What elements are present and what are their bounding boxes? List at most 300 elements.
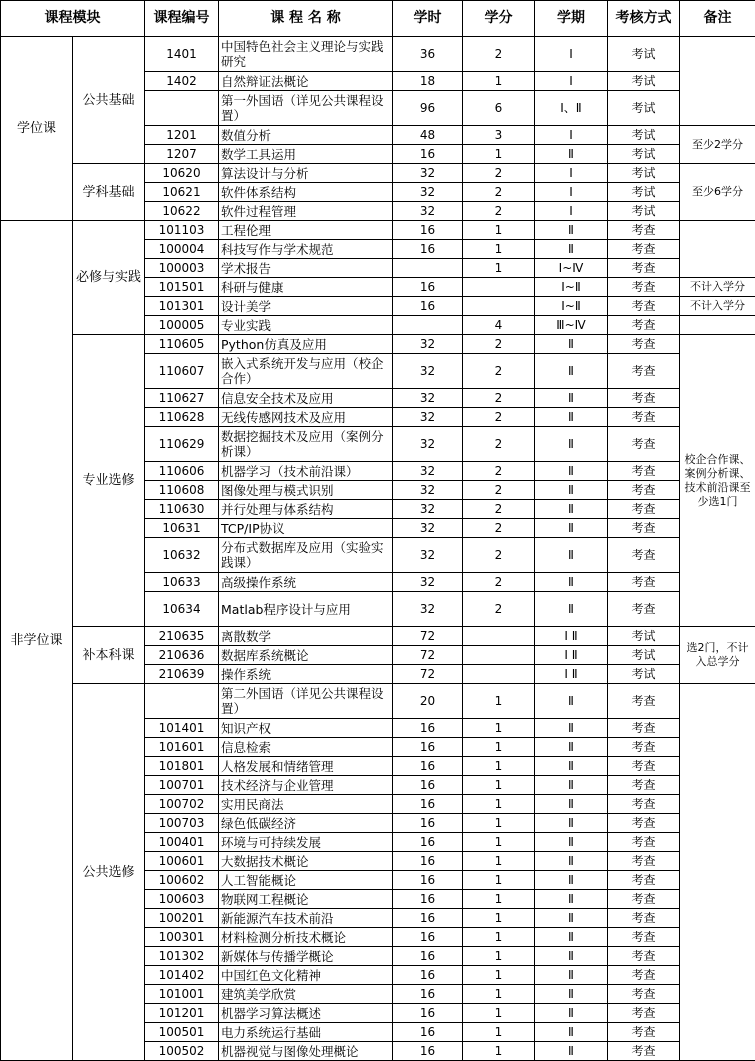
course-code: 101402 xyxy=(145,966,219,985)
course-exam: 考查 xyxy=(608,928,680,947)
course-name: Matlab程序设计与应用 xyxy=(219,592,393,627)
course-credits xyxy=(463,297,535,316)
course-credits: 2 xyxy=(463,481,535,500)
note-cell xyxy=(680,684,755,1061)
course-hours: 32 xyxy=(393,462,463,481)
course-code: 100005 xyxy=(145,316,219,335)
course-hours: 16 xyxy=(393,221,463,240)
course-code: 10631 xyxy=(145,519,219,538)
course-exam: 考查 xyxy=(608,738,680,757)
course-hours: 32 xyxy=(393,335,463,354)
course-name: 材料检测分析技术概论 xyxy=(219,928,393,947)
course-credits: 1 xyxy=(463,776,535,795)
course-name: Python仿真及应用 xyxy=(219,335,393,354)
col-header-hours: 学时 xyxy=(393,1,463,37)
course-name: 技术经济与企业管理 xyxy=(219,776,393,795)
course-name: 分布式数据库及应用（实验实践课） xyxy=(219,538,393,573)
course-name: 机器视觉与图像处理概论 xyxy=(219,1042,393,1061)
course-name: 信息检索 xyxy=(219,738,393,757)
course-name: 知识产权 xyxy=(219,719,393,738)
course-credits: 1 xyxy=(463,985,535,1004)
course-credits xyxy=(463,665,535,684)
course-credits: 2 xyxy=(463,573,535,592)
course-hours: 16 xyxy=(393,909,463,928)
course-hours: 72 xyxy=(393,646,463,665)
course-name: 操作系统 xyxy=(219,665,393,684)
course-hours: 32 xyxy=(393,427,463,462)
course-credits: 1 xyxy=(463,221,535,240)
course-name: 大数据技术概论 xyxy=(219,852,393,871)
course-exam: 考查 xyxy=(608,519,680,538)
course-code: 101103 xyxy=(145,221,219,240)
course-term: Ⅱ xyxy=(535,221,608,240)
course-exam: 考查 xyxy=(608,814,680,833)
note-cell xyxy=(680,316,755,335)
header-row xyxy=(1,1,755,37)
course-name: 绿色低碳经济 xyxy=(219,814,393,833)
course-credits: 2 xyxy=(463,408,535,427)
course-code: 210636 xyxy=(145,646,219,665)
course-hours: 32 xyxy=(393,481,463,500)
course-name: 人格发展和情绪管理 xyxy=(219,757,393,776)
course-term: Ⅱ xyxy=(535,573,608,592)
course-name: 高级操作系统 xyxy=(219,573,393,592)
course-name: 工程伦理 xyxy=(219,221,393,240)
course-hours: 16 xyxy=(393,776,463,795)
course-credits: 1 xyxy=(463,833,535,852)
course-exam: 考查 xyxy=(608,985,680,1004)
course-code: 110608 xyxy=(145,481,219,500)
course-exam: 考查 xyxy=(608,221,680,240)
course-credits: 1 xyxy=(463,259,535,278)
course-credits: 1 xyxy=(463,684,535,719)
course-term: Ⅰ xyxy=(535,164,608,183)
course-name: 第二外国语（详见公共课程设置） xyxy=(219,684,393,719)
course-exam: 考查 xyxy=(608,408,680,427)
course-hours: 16 xyxy=(393,240,463,259)
course-credits xyxy=(463,278,535,297)
course-exam: 考试 xyxy=(608,91,680,126)
course-code: 100201 xyxy=(145,909,219,928)
course-hours: 16 xyxy=(393,814,463,833)
course-code: 101501 xyxy=(145,278,219,297)
module-cell: 非学位课 xyxy=(1,221,73,1061)
course-code: 100502 xyxy=(145,1042,219,1061)
course-hours: 16 xyxy=(393,966,463,985)
course-credits: 2 xyxy=(463,37,535,72)
course-code: 10620 xyxy=(145,164,219,183)
course-hours: 32 xyxy=(393,354,463,389)
course-credits: 2 xyxy=(463,389,535,408)
course-credits: 6 xyxy=(463,91,535,126)
note-cell xyxy=(680,37,755,126)
course-hours: 16 xyxy=(393,278,463,297)
course-hours: 48 xyxy=(393,126,463,145)
table-row xyxy=(1,164,755,183)
course-credits xyxy=(463,627,535,646)
course-code: 100401 xyxy=(145,833,219,852)
submodule-cell: 专业选修 xyxy=(73,335,145,627)
course-term: Ⅰ xyxy=(535,202,608,221)
course-term: Ⅱ xyxy=(535,335,608,354)
table-row xyxy=(1,221,755,240)
course-exam: 考查 xyxy=(608,890,680,909)
course-exam: 考试 xyxy=(608,126,680,145)
course-hours: 18 xyxy=(393,72,463,91)
course-term: Ⅱ xyxy=(535,592,608,627)
course-term: Ⅱ xyxy=(535,814,608,833)
course-credits: 2 xyxy=(463,592,535,627)
course-hours: 32 xyxy=(393,183,463,202)
course-term: Ⅰ xyxy=(535,183,608,202)
course-name: 机器学习算法概述 xyxy=(219,1004,393,1023)
table-row xyxy=(1,627,755,646)
course-credits: 4 xyxy=(463,316,535,335)
course-code xyxy=(145,91,219,126)
course-hours: 20 xyxy=(393,684,463,719)
course-credits: 1 xyxy=(463,814,535,833)
course-term: Ⅱ xyxy=(535,871,608,890)
course-code: 100701 xyxy=(145,776,219,795)
submodule-cell: 公共基础 xyxy=(73,37,145,164)
course-exam: 考查 xyxy=(608,240,680,259)
course-hours: 32 xyxy=(393,164,463,183)
note-cell: 至少2学分 xyxy=(680,126,755,164)
course-code: 1207 xyxy=(145,145,219,164)
course-credits: 2 xyxy=(463,202,535,221)
course-credits: 1 xyxy=(463,909,535,928)
course-code: 100702 xyxy=(145,795,219,814)
course-hours: 16 xyxy=(393,833,463,852)
note-cell xyxy=(680,221,755,278)
course-hours xyxy=(393,259,463,278)
course-credits: 2 xyxy=(463,427,535,462)
course-exam: 考查 xyxy=(608,481,680,500)
course-code: 110628 xyxy=(145,408,219,427)
course-name: 信息安全技术及应用 xyxy=(219,389,393,408)
course-code: 10634 xyxy=(145,592,219,627)
course-term: Ⅱ xyxy=(535,427,608,462)
course-term: Ⅰ~Ⅱ xyxy=(535,297,608,316)
course-hours: 32 xyxy=(393,500,463,519)
note-cell: 不计入学分 xyxy=(680,297,755,316)
course-credits: 2 xyxy=(463,335,535,354)
course-exam: 考查 xyxy=(608,757,680,776)
course-name: 并行处理与体系结构 xyxy=(219,500,393,519)
course-name: 建筑美学欣赏 xyxy=(219,985,393,1004)
course-name: 算法设计与分析 xyxy=(219,164,393,183)
course-credits: 2 xyxy=(463,164,535,183)
course-exam: 考试 xyxy=(608,202,680,221)
course-code: 100703 xyxy=(145,814,219,833)
course-term: Ⅰ Ⅱ xyxy=(535,665,608,684)
course-code: 101801 xyxy=(145,757,219,776)
course-code: 100603 xyxy=(145,890,219,909)
course-term: Ⅱ xyxy=(535,719,608,738)
course-term: Ⅱ xyxy=(535,928,608,947)
course-name: 数值分析 xyxy=(219,126,393,145)
submodule-cell: 公共选修 xyxy=(73,684,145,1061)
course-exam: 考查 xyxy=(608,297,680,316)
course-exam: 考试 xyxy=(608,627,680,646)
course-exam: 考查 xyxy=(608,259,680,278)
course-code: 100501 xyxy=(145,1023,219,1042)
course-code: 100301 xyxy=(145,928,219,947)
course-code: 101301 xyxy=(145,297,219,316)
course-name: 电力系统运行基础 xyxy=(219,1023,393,1042)
course-term: Ⅰ、Ⅱ xyxy=(535,91,608,126)
course-hours: 16 xyxy=(393,757,463,776)
course-term: Ⅱ xyxy=(535,538,608,573)
course-term: Ⅱ xyxy=(535,776,608,795)
course-credits: 1 xyxy=(463,890,535,909)
course-code: 110606 xyxy=(145,462,219,481)
course-name: 物联网工程概论 xyxy=(219,890,393,909)
course-exam: 考查 xyxy=(608,947,680,966)
course-credits: 2 xyxy=(463,538,535,573)
course-name: 第一外国语（详见公共课程设置） xyxy=(219,91,393,126)
course-term: Ⅱ xyxy=(535,500,608,519)
course-credits: 1 xyxy=(463,966,535,985)
course-credits: 1 xyxy=(463,757,535,776)
course-term: Ⅱ xyxy=(535,890,608,909)
course-exam: 考查 xyxy=(608,427,680,462)
course-code: 110607 xyxy=(145,354,219,389)
course-term: Ⅱ xyxy=(535,519,608,538)
col-header-credits: 学分 xyxy=(463,1,535,37)
course-exam: 考查 xyxy=(608,684,680,719)
course-term: Ⅱ xyxy=(535,408,608,427)
course-exam: 考查 xyxy=(608,776,680,795)
course-term: Ⅱ xyxy=(535,145,608,164)
course-code: 210635 xyxy=(145,627,219,646)
course-name: 科研与健康 xyxy=(219,278,393,297)
course-code: 210639 xyxy=(145,665,219,684)
course-code: 101401 xyxy=(145,719,219,738)
course-exam: 考查 xyxy=(608,852,680,871)
course-hours: 16 xyxy=(393,738,463,757)
course-credits: 1 xyxy=(463,72,535,91)
table-row xyxy=(1,335,755,354)
course-name: 环境与可持续发展 xyxy=(219,833,393,852)
course-term: Ⅱ xyxy=(535,738,608,757)
course-term: Ⅰ~Ⅳ xyxy=(535,259,608,278)
course-term: Ⅱ xyxy=(535,757,608,776)
course-exam: 考查 xyxy=(608,833,680,852)
course-name: 机器学习（技术前沿课） xyxy=(219,462,393,481)
course-exam: 考查 xyxy=(608,389,680,408)
course-name: 设计美学 xyxy=(219,297,393,316)
submodule-cell: 必修与实践 xyxy=(73,221,145,335)
course-term: Ⅰ Ⅱ xyxy=(535,646,608,665)
course-term: Ⅰ Ⅱ xyxy=(535,627,608,646)
course-hours xyxy=(393,316,463,335)
course-exam: 考查 xyxy=(608,719,680,738)
course-name: 软件体系结构 xyxy=(219,183,393,202)
course-name: 专业实践 xyxy=(219,316,393,335)
course-exam: 考查 xyxy=(608,871,680,890)
course-exam: 考查 xyxy=(608,966,680,985)
course-term: Ⅱ xyxy=(535,462,608,481)
submodule-cell: 学科基础 xyxy=(73,164,145,221)
course-hours: 32 xyxy=(393,202,463,221)
course-credits: 2 xyxy=(463,519,535,538)
course-hours: 36 xyxy=(393,37,463,72)
course-name: 软件过程管理 xyxy=(219,202,393,221)
course-credits: 2 xyxy=(463,462,535,481)
course-credits: 1 xyxy=(463,947,535,966)
course-term: Ⅱ xyxy=(535,481,608,500)
course-exam: 考查 xyxy=(608,538,680,573)
course-exam: 考查 xyxy=(608,354,680,389)
course-hours: 32 xyxy=(393,592,463,627)
course-name: 新媒体与传播学概论 xyxy=(219,947,393,966)
course-credits: 1 xyxy=(463,719,535,738)
course-hours: 16 xyxy=(393,719,463,738)
note-cell: 校企合作课、案例分析课、技术前沿课至少选1门 xyxy=(680,335,755,627)
course-exam: 考查 xyxy=(608,462,680,481)
course-exam: 考查 xyxy=(608,1042,680,1061)
course-credits: 1 xyxy=(463,852,535,871)
course-name: 无线传感网技术及应用 xyxy=(219,408,393,427)
col-header-code: 课程编号 xyxy=(145,1,219,37)
course-credits: 1 xyxy=(463,1004,535,1023)
course-exam: 考试 xyxy=(608,37,680,72)
course-exam: 考试 xyxy=(608,164,680,183)
course-name: 数学工具运用 xyxy=(219,145,393,164)
course-name: 数据挖掘技术及应用（案例分析课） xyxy=(219,427,393,462)
course-code: 1201 xyxy=(145,126,219,145)
submodule-cell: 补本科课 xyxy=(73,627,145,684)
course-term: Ⅱ xyxy=(535,1004,608,1023)
course-exam: 考查 xyxy=(608,335,680,354)
course-hours: 32 xyxy=(393,519,463,538)
course-hours: 32 xyxy=(393,573,463,592)
course-term: Ⅱ xyxy=(535,985,608,1004)
course-name: 中国红色文化精神 xyxy=(219,966,393,985)
course-code: 10632 xyxy=(145,538,219,573)
course-term: Ⅱ xyxy=(535,852,608,871)
course-term: Ⅱ xyxy=(535,795,608,814)
course-hours: 16 xyxy=(393,1023,463,1042)
course-exam: 考试 xyxy=(608,183,680,202)
course-code: 101001 xyxy=(145,985,219,1004)
course-credits: 1 xyxy=(463,738,535,757)
course-code: 101201 xyxy=(145,1004,219,1023)
course-term: Ⅱ xyxy=(535,833,608,852)
course-credits: 1 xyxy=(463,795,535,814)
course-credits: 2 xyxy=(463,500,535,519)
course-term: Ⅰ xyxy=(535,37,608,72)
course-hours: 16 xyxy=(393,1042,463,1061)
module-cell: 学位课 xyxy=(1,37,73,221)
course-name: 中国特色社会主义理论与实践研究 xyxy=(219,37,393,72)
course-code: 10622 xyxy=(145,202,219,221)
course-exam: 考查 xyxy=(608,909,680,928)
course-code: 1401 xyxy=(145,37,219,72)
course-exam: 考试 xyxy=(608,72,680,91)
course-name: 新能源汽车技术前沿 xyxy=(219,909,393,928)
note-cell: 不计入学分 xyxy=(680,278,755,297)
course-exam: 考查 xyxy=(608,795,680,814)
course-name: 数据库系统概论 xyxy=(219,646,393,665)
course-code: 110605 xyxy=(145,335,219,354)
course-credits: 2 xyxy=(463,183,535,202)
col-header-note: 备注 xyxy=(680,1,755,37)
course-exam: 考查 xyxy=(608,1023,680,1042)
course-hours: 72 xyxy=(393,665,463,684)
course-credits: 1 xyxy=(463,240,535,259)
course-exam: 考查 xyxy=(608,1004,680,1023)
course-hours: 72 xyxy=(393,627,463,646)
course-hours: 16 xyxy=(393,795,463,814)
course-term: Ⅰ xyxy=(535,126,608,145)
course-term: Ⅱ xyxy=(535,240,608,259)
col-header-term: 学期 xyxy=(535,1,608,37)
course-code: 110629 xyxy=(145,427,219,462)
course-exam: 考查 xyxy=(608,592,680,627)
course-name: 实用民商法 xyxy=(219,795,393,814)
course-term: Ⅱ xyxy=(535,1042,608,1061)
course-exam: 考试 xyxy=(608,145,680,164)
course-name: TCP/IP协议 xyxy=(219,519,393,538)
course-code: 110627 xyxy=(145,389,219,408)
course-credits: 1 xyxy=(463,1023,535,1042)
course-code: 100601 xyxy=(145,852,219,871)
course-name: 嵌入式系统开发与应用（校企合作） xyxy=(219,354,393,389)
course-hours: 16 xyxy=(393,890,463,909)
course-name: 人工智能概论 xyxy=(219,871,393,890)
course-hours: 32 xyxy=(393,408,463,427)
course-exam: 考查 xyxy=(608,500,680,519)
course-hours: 32 xyxy=(393,389,463,408)
course-hours: 16 xyxy=(393,871,463,890)
course-hours: 16 xyxy=(393,928,463,947)
table-row xyxy=(1,37,755,72)
course-hours: 96 xyxy=(393,91,463,126)
course-name: 自然辩证法概论 xyxy=(219,72,393,91)
note-cell: 至少6学分 xyxy=(680,164,755,221)
course-term: Ⅰ xyxy=(535,72,608,91)
course-code: 100003 xyxy=(145,259,219,278)
course-credits: 1 xyxy=(463,871,535,890)
course-code: 10633 xyxy=(145,573,219,592)
course-hours: 32 xyxy=(393,538,463,573)
course-exam: 考试 xyxy=(608,646,680,665)
course-term: Ⅱ xyxy=(535,389,608,408)
course-credits: 1 xyxy=(463,145,535,164)
course-term: Ⅲ~Ⅳ xyxy=(535,316,608,335)
course-name: 科技写作与学术规范 xyxy=(219,240,393,259)
course-name: 学术报告 xyxy=(219,259,393,278)
course-code: 10621 xyxy=(145,183,219,202)
course-code: 100602 xyxy=(145,871,219,890)
course-credits xyxy=(463,646,535,665)
course-hours: 16 xyxy=(393,985,463,1004)
col-header-name: 课 程 名 称 xyxy=(219,1,393,37)
course-code xyxy=(145,684,219,719)
course-term: Ⅱ xyxy=(535,947,608,966)
course-code: 101302 xyxy=(145,947,219,966)
course-term: Ⅱ xyxy=(535,684,608,719)
course-hours: 16 xyxy=(393,852,463,871)
table-row xyxy=(1,684,755,719)
course-exam: 考查 xyxy=(608,278,680,297)
course-code: 100004 xyxy=(145,240,219,259)
course-name: 图像处理与模式识别 xyxy=(219,481,393,500)
course-credits: 2 xyxy=(463,354,535,389)
course-credits: 1 xyxy=(463,1042,535,1061)
